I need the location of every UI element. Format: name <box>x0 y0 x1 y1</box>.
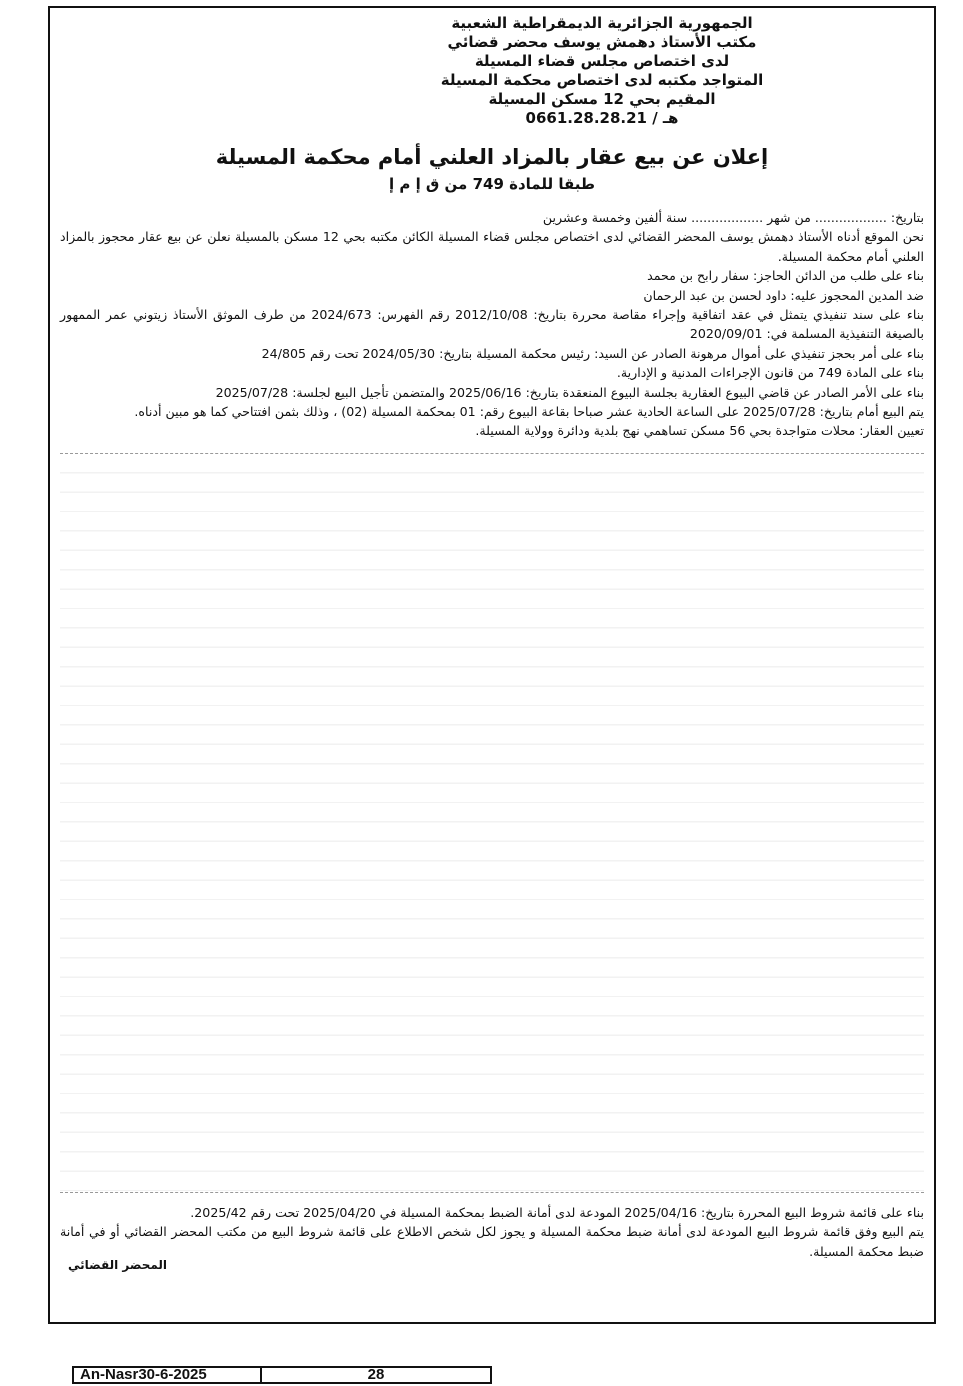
notice-frame <box>48 6 936 1324</box>
closing-paragraph-1: بناء على قائمة شروط البيع المحررة بتاريخ: 2025/04/16 المودعة لدى أمانة الضبط بمحكمة المسيلة في 2025/04/20 تحت رقم 2025/42. <box>190 1204 924 1220</box>
bailiff-signature: المحضر القضائي <box>68 1258 168 1272</box>
issuer-header <box>382 14 822 128</box>
property-paragraph: تعيين العقار: محلات متواجدة بحي 56 مسكن تساهمي نهج بلدية ودائرة وولاية المسيلة. <box>475 423 924 439</box>
header-line-phone: هـ / 0661.28.28.21 <box>525 109 679 127</box>
article-line: بناء على المادة 749 من قانون الإجراءات المدنية و الإدارية. <box>616 365 924 381</box>
lots-description-block <box>60 453 924 1193</box>
header-line-court: المتواجد مكتبه لدى اختصاص محكمة المسيلة <box>440 71 764 89</box>
debtor-line: ضد المدين المحجوز عليه: داود لحسن بن عبد الرحمان <box>643 287 924 303</box>
page-number: 28 <box>262 1366 492 1384</box>
page-footer <box>72 1366 492 1386</box>
notice-title: إعلان عن بيع عقار بالمزاد العلني أمام محكمة المسيلة <box>215 145 769 169</box>
publication-tag: An-Nasr30-6-2025 <box>72 1366 262 1384</box>
intro-paragraph: نحن الموقع أدناه الأستاذ دهمش يوسف المحضر القضائي لدى اختصاص مجلس قضاء المسيلة الكائن مكتبه بحي 12 مسكن بالمسيلة نعلن عن بيع عقار محجوز بالمزاد العلني أمام محكمة المسيلة. <box>60 229 924 264</box>
notice-body <box>60 208 924 1261</box>
order-paragraph: بناء على الأمر الصادر عن قاضي البيوع العقارية بجلسة البيوع المنعقدة بتاريخ: 2025/06/16 والمتضمن تأجيل البيع لجلسة: 2025/07/28 <box>215 384 924 400</box>
header-line-address: المقيم بحي 12 مسكن المسيلة <box>488 90 716 108</box>
notice-subtitle: طبقا للمادة 749 من ق إ م إ <box>388 175 596 193</box>
date-line: بتاريخ: .................. من شهر .................. سنة ألفين وخمسة وعشرين <box>542 210 924 225</box>
sale-paragraph: يتم البيع أمام بتاريخ: 2025/07/28 على الساعة الحادية عشر صباحا بقاعة البيوع رقم: 01 بمحكمة المسيلة (02) ، وذلك بثمن افتتاحي كما هو مبين أدناه. <box>134 404 924 420</box>
seizure-paragraph: بناء على أمر بحجز تنفيذي على أموال مرهونة الصادر عن السيد: رئيس محكمة المسيلة بتاريخ: 2024/05/30 تحت رقم 24/805 <box>261 345 924 361</box>
header-line-office: مكتب الأستاذ دهمش يوسف محضر قضائي <box>447 33 757 51</box>
creditor-line: بناء على طلب من الدائن الحاجز: سفار رابح بن محمد <box>647 268 924 284</box>
header-line-jurisdiction: لدى اختصاص مجلس قضاء المسيلة <box>474 52 730 70</box>
header-line-republic: الجمهورية الجزائرية الديمقراطية الشعبية <box>451 14 753 32</box>
closing-paragraph-2: يتم البيع وفق قائمة شروط البيع المودعة لدى أمانة ضبط محكمة المسيلة و يجوز لكل شخص الاطلاع على قائمة شروط البيع من مكتب المحضر القضائي أو في أمانة ضبط محكمة المسيلة. <box>60 1224 924 1259</box>
bond-paragraph: بناء على سند تنفيذي يتمثل في عقد اتفاقية وإجراء مقاصة محررة بتاريخ: 2012/10/08 رقم الفهرس: 2024/673 من طرف الموثق الأستاذ زيتوني عمر الممهور بالصيغة التنفيذية المسلمة في: 2020/09/01 <box>60 307 925 342</box>
